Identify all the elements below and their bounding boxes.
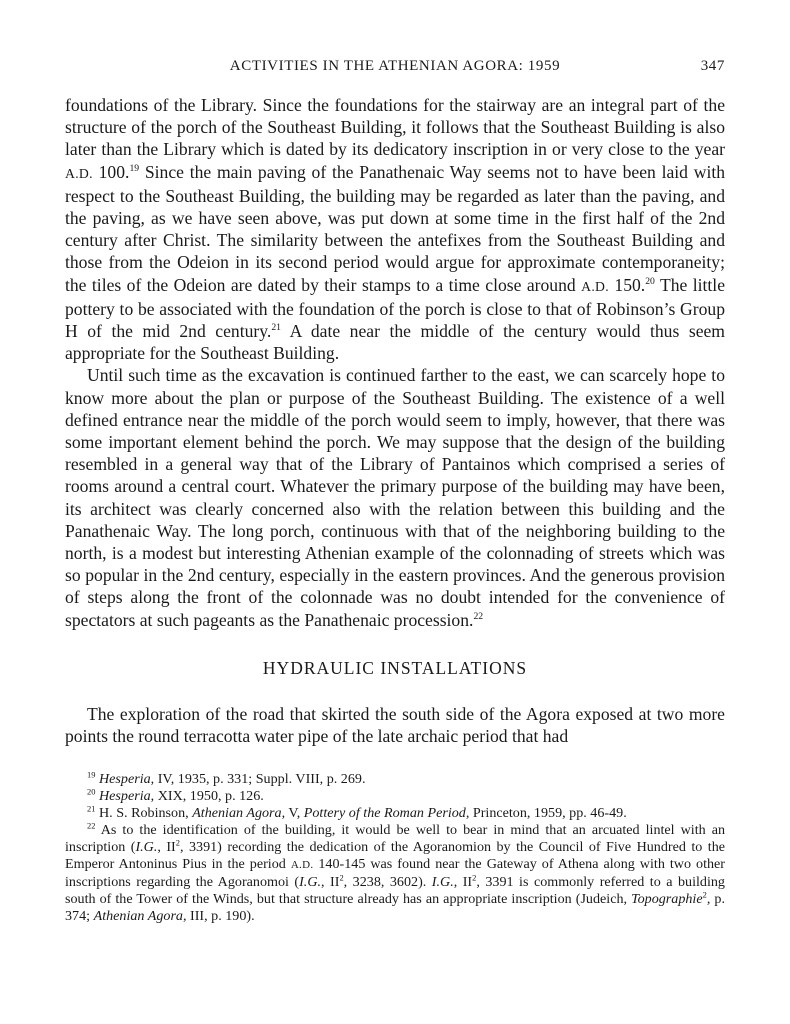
footnote-text: H. S. Robinson,	[98, 805, 193, 822]
paragraph-1-text: A date near the middle of the century would thus seem appropriate for the Southeast Building.	[65, 321, 725, 364]
footnote-text: , p. 374;	[65, 891, 725, 925]
superscript: 2	[702, 889, 707, 900]
footnote-mark: 22	[87, 820, 96, 831]
footnote-text: , II	[157, 839, 176, 856]
footnote-ref-20: 20	[645, 275, 655, 287]
footnote-text: , 3391 is commonly referred to a building south of the Tower of the Winds, but that structure already has an appropriate inscription (Judeich,	[65, 874, 725, 908]
footnote-21	[65, 805, 725, 822]
section-heading: HYDRAULIC INSTALLATIONS	[262, 657, 528, 678]
footnote-ref-21: 21	[271, 322, 281, 334]
paragraph-1	[65, 94, 725, 364]
running-title: ACTIVITIES IN THE ATHENIAN AGORA: 1959	[229, 58, 561, 74]
ad-abbrev: A.D.	[65, 165, 93, 181]
footnote-text: 140-145 was found near the Gateway of Athena along with two other inscriptions regarding the Agoranomoi (	[65, 856, 725, 891]
paragraph-2-text: Until such time as the excavation is continued farther to the east, we can scarcely hope to know more about the plan or purpose of the Southeast Building. The existence of a well defined entrance near the middle of the porch would seem to imply, however, that there was some important element behind the porch. We may suppose that the design of the building resembled in a general way that of the Library of Pantainos which comprised a series of rooms around a central court. Whatever the primary purpose of the building may have been, its architect was clearly concerned also with the relation between this building and the Panathenaic Way. The long porch, continuous with that of the neighboring building to the north, is a modest but interesting Athenian example of the colonnading of streets which was so popular in the 2nd century, especially in the eastern provinces. And the generous provision of steps along the front of the colonnade was no doubt intended for the convenience of spectators at such pageants as the Panathenaic procession.	[65, 365, 725, 630]
footnote-ref-19: 19	[129, 162, 140, 174]
footnote-text: , Princeton, 1959, pp. 46-49.	[465, 805, 627, 822]
footnote-20	[65, 788, 725, 805]
footnote-text: , III, p. 190).	[182, 908, 255, 925]
footnote-text: , II	[321, 874, 340, 891]
journal-title: Hesperia	[98, 771, 151, 788]
paragraph-1-text: foundations of the Library. Since the foundations for the stairway are an integral part of the structure of the porch of the Southeast Building, it follows that the Southeast Building is also later than the Library which is dated by its dedicatory inscription in or very close to the year	[65, 95, 725, 160]
journal-title: Hesperia	[98, 788, 151, 805]
footnote-22	[65, 822, 725, 925]
paragraph-3	[65, 703, 725, 747]
footnote-text: , IV, 1935, p. 331; Suppl. VIII, p. 269.	[150, 771, 366, 788]
ad-abbrev: A.D.	[290, 859, 314, 872]
footnote-text: , 3391) recording the dedication of the Agoranomion by the Council of Five Hundred to the Emperor Antoninus Pius in the period	[65, 839, 726, 873]
ad-abbrev: A.D.	[581, 278, 609, 294]
superscript: 2	[175, 837, 180, 848]
footnote-text: , II	[453, 874, 473, 891]
footnotes	[65, 771, 725, 925]
footnote-ref-22: 22	[473, 610, 484, 622]
source-abbrev: I.G.	[431, 874, 454, 891]
body-text	[65, 94, 725, 747]
source-abbrev: I.G.	[135, 839, 158, 856]
footnote-mark: 19	[87, 769, 96, 780]
superscript: 2	[472, 872, 477, 883]
running-head	[65, 58, 725, 82]
footnote-mark: 20	[87, 786, 96, 797]
source-abbrev: I.G.	[299, 874, 322, 891]
page	[65, 58, 725, 925]
footnote-text: , 3238, 3602).	[343, 874, 432, 891]
paragraph-3-text: The exploration of the road that skirted the south side of the Agora exposed at two more points the round terracotta water pipe of the late archaic period that had	[65, 704, 725, 747]
book-title: Athenian Agora	[192, 805, 282, 822]
footnote-text: As to the identification of the building, it would be well to bear in mind that an arcuated lintel with an inscription (	[65, 822, 726, 856]
footnote-text: , XIX, 1950, p. 126.	[150, 788, 264, 805]
page-number: 347	[700, 58, 725, 74]
paragraph-1-text: The little pottery to be associated with the foundation of the porch is close to that of Robinson’s Group H of the mid 2nd century.	[65, 274, 725, 342]
book-title: Athenian Agora	[93, 908, 183, 925]
book-title: Pottery of the Roman Period	[303, 805, 466, 822]
paragraph-1-text: Since the main paving of the Panathenaic Way seems not to have been laid with respect to the Southeast Building, the building may be regarded as later than the paving, and the paving, as we have seen above, was put down at some time in the first half of the 2nd century after Christ. The similarity between the antefixes from the Southeast Building and those from the Odeion in its second period would argue for approximate contemporaneity; the tiles of the Odeion are dated by their stamps to a time close around	[65, 161, 726, 295]
paragraph-1-text: 100.	[92, 161, 130, 182]
footnote-19	[65, 771, 725, 788]
footnote-text: , V,	[281, 805, 304, 822]
paragraph-2	[65, 364, 725, 630]
paragraph-1-text: 150.	[608, 274, 646, 295]
superscript: 2	[339, 872, 344, 883]
footnote-mark: 21	[87, 803, 96, 814]
book-title: Topographie	[631, 891, 703, 908]
